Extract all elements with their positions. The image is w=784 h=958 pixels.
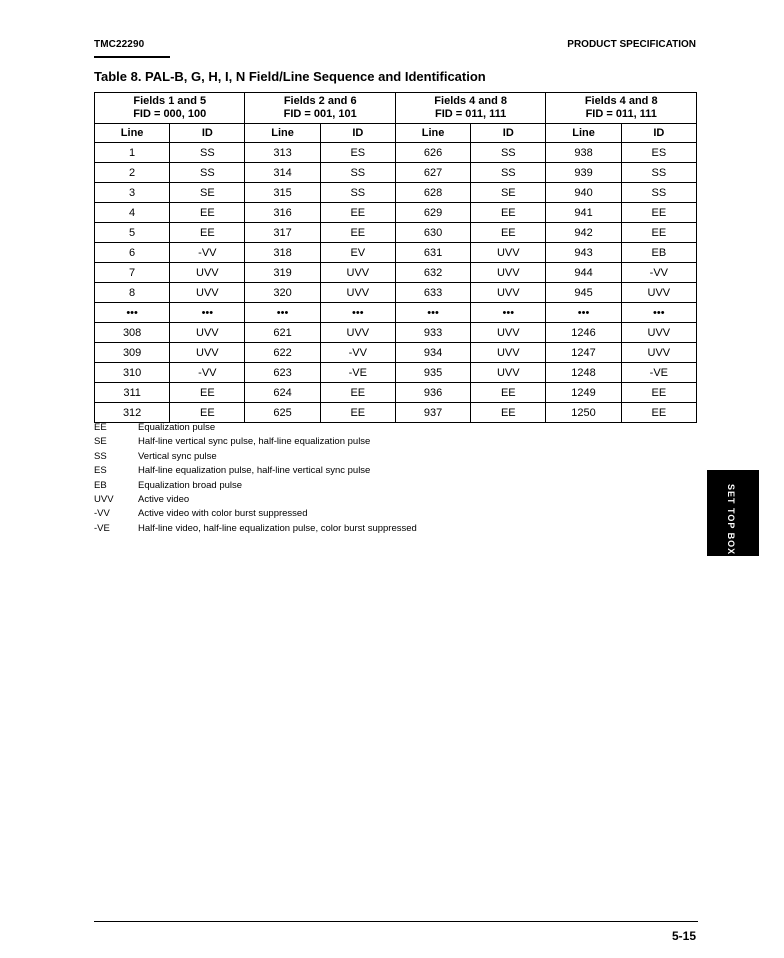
legend-abbr: UVV (94, 493, 114, 505)
id-cell: EE (320, 383, 395, 403)
legend-desc: Active video with color burst suppressed (138, 508, 308, 520)
group-fid: FID = 001, 101 (283, 108, 357, 120)
id-cell: EE (320, 403, 395, 423)
id-cell: UVV (471, 343, 546, 363)
legend-item (94, 450, 417, 464)
group-header-row (95, 93, 697, 124)
line-cell: 312 (95, 403, 170, 423)
line-cell: ••• (395, 303, 470, 323)
id-cell: ••• (621, 303, 696, 323)
group-fields: Fields 4 and 8 (434, 95, 508, 107)
line-cell: ••• (245, 303, 320, 323)
line-cell: 622 (245, 343, 320, 363)
line-cell: 939 (546, 163, 621, 183)
id-cell: EE (320, 223, 395, 243)
col-line-header: Line (546, 124, 621, 143)
table-row (95, 143, 697, 163)
line-cell: 311 (95, 383, 170, 403)
id-cell: SS (471, 163, 546, 183)
table-row (95, 203, 697, 223)
line-cell: 633 (395, 283, 470, 303)
line-cell: 629 (395, 203, 470, 223)
legend-item (94, 479, 417, 493)
table-row (95, 383, 697, 403)
id-cell: SS (320, 183, 395, 203)
col-id-header: ID (471, 124, 546, 143)
group-fields: Fields 2 and 6 (283, 95, 357, 107)
line-cell: 5 (95, 223, 170, 243)
legend-abbr: -VV (94, 508, 110, 520)
table-title: Table 8. PAL-B, G, H, I, N Field/Line Sequence and Identification (94, 69, 486, 84)
id-cell: SS (621, 163, 696, 183)
line-cell: 1249 (546, 383, 621, 403)
id-cell: UVV (471, 283, 546, 303)
legend-item (94, 507, 417, 521)
id-cell: EE (621, 403, 696, 423)
id-cell: UVV (170, 323, 245, 343)
line-cell: 2 (95, 163, 170, 183)
column-header-row (95, 124, 697, 143)
line-cell: 623 (245, 363, 320, 383)
line-cell: 314 (245, 163, 320, 183)
line-cell: 934 (395, 343, 470, 363)
id-cell: -VV (320, 343, 395, 363)
id-cell: EE (471, 383, 546, 403)
legend-desc: Vertical sync pulse (138, 450, 217, 462)
line-cell: 318 (245, 243, 320, 263)
legend-item (94, 421, 417, 435)
table-row (95, 183, 697, 203)
id-cell: EE (471, 223, 546, 243)
id-cell: EE (170, 383, 245, 403)
line-cell: 943 (546, 243, 621, 263)
line-cell: 624 (245, 383, 320, 403)
col-line-header: Line (395, 124, 470, 143)
line-cell: 937 (395, 403, 470, 423)
col-id-header: ID (320, 124, 395, 143)
id-cell: SS (320, 163, 395, 183)
id-cell: EE (170, 223, 245, 243)
line-cell: 1250 (546, 403, 621, 423)
footer-rule (94, 921, 698, 922)
id-cell: UVV (170, 343, 245, 363)
id-cell: EV (320, 243, 395, 263)
col-line-header: Line (95, 124, 170, 143)
id-cell: UVV (170, 263, 245, 283)
id-cell: UVV (621, 283, 696, 303)
line-cell: 7 (95, 263, 170, 283)
line-cell: 944 (546, 263, 621, 283)
table-row (95, 403, 697, 423)
id-cell: UVV (170, 283, 245, 303)
id-cell: EE (471, 203, 546, 223)
id-cell: UVV (621, 343, 696, 363)
id-cell: EE (170, 403, 245, 423)
group-fields: Fields 4 and 8 (584, 95, 658, 107)
legend-desc: Equalization broad pulse (138, 479, 243, 491)
id-cell: SS (170, 143, 245, 163)
id-cell: UVV (471, 263, 546, 283)
table-row (95, 263, 697, 283)
line-cell: 933 (395, 323, 470, 343)
line-cell: 626 (395, 143, 470, 163)
id-cell: -VV (170, 363, 245, 383)
id-cell: -VV (621, 263, 696, 283)
line-cell: 8 (95, 283, 170, 303)
line-cell: 4 (95, 203, 170, 223)
id-cell: UVV (320, 323, 395, 343)
id-cell: ••• (320, 303, 395, 323)
line-cell: 1248 (546, 363, 621, 383)
col-id-header: ID (621, 124, 696, 143)
legend-item (94, 493, 417, 507)
group-fields: Fields 1 and 5 (133, 95, 207, 107)
line-cell: 310 (95, 363, 170, 383)
id-cell: UVV (471, 323, 546, 343)
line-cell: 1247 (546, 343, 621, 363)
id-cell: ES (320, 143, 395, 163)
part-number: TMC22290 (94, 39, 145, 50)
id-cell: SE (471, 183, 546, 203)
line-cell: 935 (395, 363, 470, 383)
id-cell: SS (170, 163, 245, 183)
id-cell: UVV (320, 283, 395, 303)
doc-type: PRODUCT SPECIFICATION (567, 39, 696, 50)
group-header (95, 93, 245, 124)
legend-abbr: EB (94, 479, 107, 491)
line-cell: 315 (245, 183, 320, 203)
col-id-header: ID (170, 124, 245, 143)
table-row (95, 303, 697, 323)
line-cell: 320 (245, 283, 320, 303)
legend (94, 421, 417, 536)
line-cell: 936 (395, 383, 470, 403)
line-cell: 632 (395, 263, 470, 283)
legend-abbr: EE (94, 422, 107, 433)
id-cell: -VE (320, 363, 395, 383)
legend-abbr: SS (94, 450, 107, 462)
table-row (95, 243, 697, 263)
group-fid: FID = 011, 111 (435, 108, 507, 120)
id-cell: EE (621, 223, 696, 243)
section-tab-label: SET TOP BOX (726, 484, 736, 556)
legend-desc: Half-line vertical sync pulse, half-line equalization pulse (138, 436, 371, 448)
legend-item (94, 435, 417, 449)
table-body (95, 143, 697, 423)
group-fid: FID = 000, 100 (133, 108, 207, 120)
line-cell: 630 (395, 223, 470, 243)
table-row (95, 283, 697, 303)
line-cell: 940 (546, 183, 621, 203)
id-cell: EE (320, 203, 395, 223)
id-cell: SS (471, 143, 546, 163)
group-header (245, 93, 395, 124)
id-cell: EE (621, 383, 696, 403)
group-header (546, 93, 697, 124)
legend-abbr: SE (94, 436, 107, 448)
id-cell: ••• (471, 303, 546, 323)
id-cell: SE (170, 183, 245, 203)
table-row (95, 163, 697, 183)
id-cell: EE (170, 203, 245, 223)
line-cell: 3 (95, 183, 170, 203)
line-cell: ••• (95, 303, 170, 323)
id-cell: -VV (170, 243, 245, 263)
table-row (95, 323, 697, 343)
id-cell: UVV (320, 263, 395, 283)
line-cell: 319 (245, 263, 320, 283)
id-cell: EE (621, 203, 696, 223)
section-tab (707, 470, 759, 556)
line-cell: 1246 (546, 323, 621, 343)
id-cell: ES (621, 143, 696, 163)
legend-abbr: ES (94, 465, 107, 477)
id-cell: -VE (621, 363, 696, 383)
id-cell: ••• (170, 303, 245, 323)
line-cell: 945 (546, 283, 621, 303)
legend-item (94, 522, 417, 536)
id-cell: UVV (471, 363, 546, 383)
line-cell: 6 (95, 243, 170, 263)
line-cell: 313 (245, 143, 320, 163)
col-line-header: Line (245, 124, 320, 143)
legend-abbr: -VE (94, 522, 110, 534)
table-row (95, 223, 697, 243)
table-row (95, 363, 697, 383)
id-cell: UVV (471, 243, 546, 263)
page-number: 5-15 (671, 929, 696, 943)
group-fid: FID = 011, 111 (585, 108, 657, 120)
legend-item (94, 464, 417, 478)
line-cell: 938 (546, 143, 621, 163)
header-rule (94, 56, 170, 58)
line-cell: 1 (95, 143, 170, 163)
line-cell: 621 (245, 323, 320, 343)
line-cell: 309 (95, 343, 170, 363)
line-cell: 625 (245, 403, 320, 423)
table-row (95, 343, 697, 363)
line-cell: 317 (245, 223, 320, 243)
legend-desc: Active video (138, 493, 190, 505)
line-cell: 941 (546, 203, 621, 223)
line-cell: 316 (245, 203, 320, 223)
legend-desc: Half-line equalization pulse, half-line vertical sync pulse (138, 465, 371, 477)
id-cell: UVV (621, 323, 696, 343)
line-cell: ••• (546, 303, 621, 323)
line-cell: 631 (395, 243, 470, 263)
line-cell: 628 (395, 183, 470, 203)
group-header (395, 93, 545, 124)
field-line-table (94, 92, 697, 423)
legend-desc: Equalization pulse (138, 422, 216, 433)
line-cell: 308 (95, 323, 170, 343)
id-cell: SS (621, 183, 696, 203)
line-cell: 627 (395, 163, 470, 183)
legend-desc: Half-line video, half-line equalization pulse, color burst suppressed (138, 522, 417, 534)
line-cell: 942 (546, 223, 621, 243)
id-cell: EB (621, 243, 696, 263)
id-cell: EE (471, 403, 546, 423)
